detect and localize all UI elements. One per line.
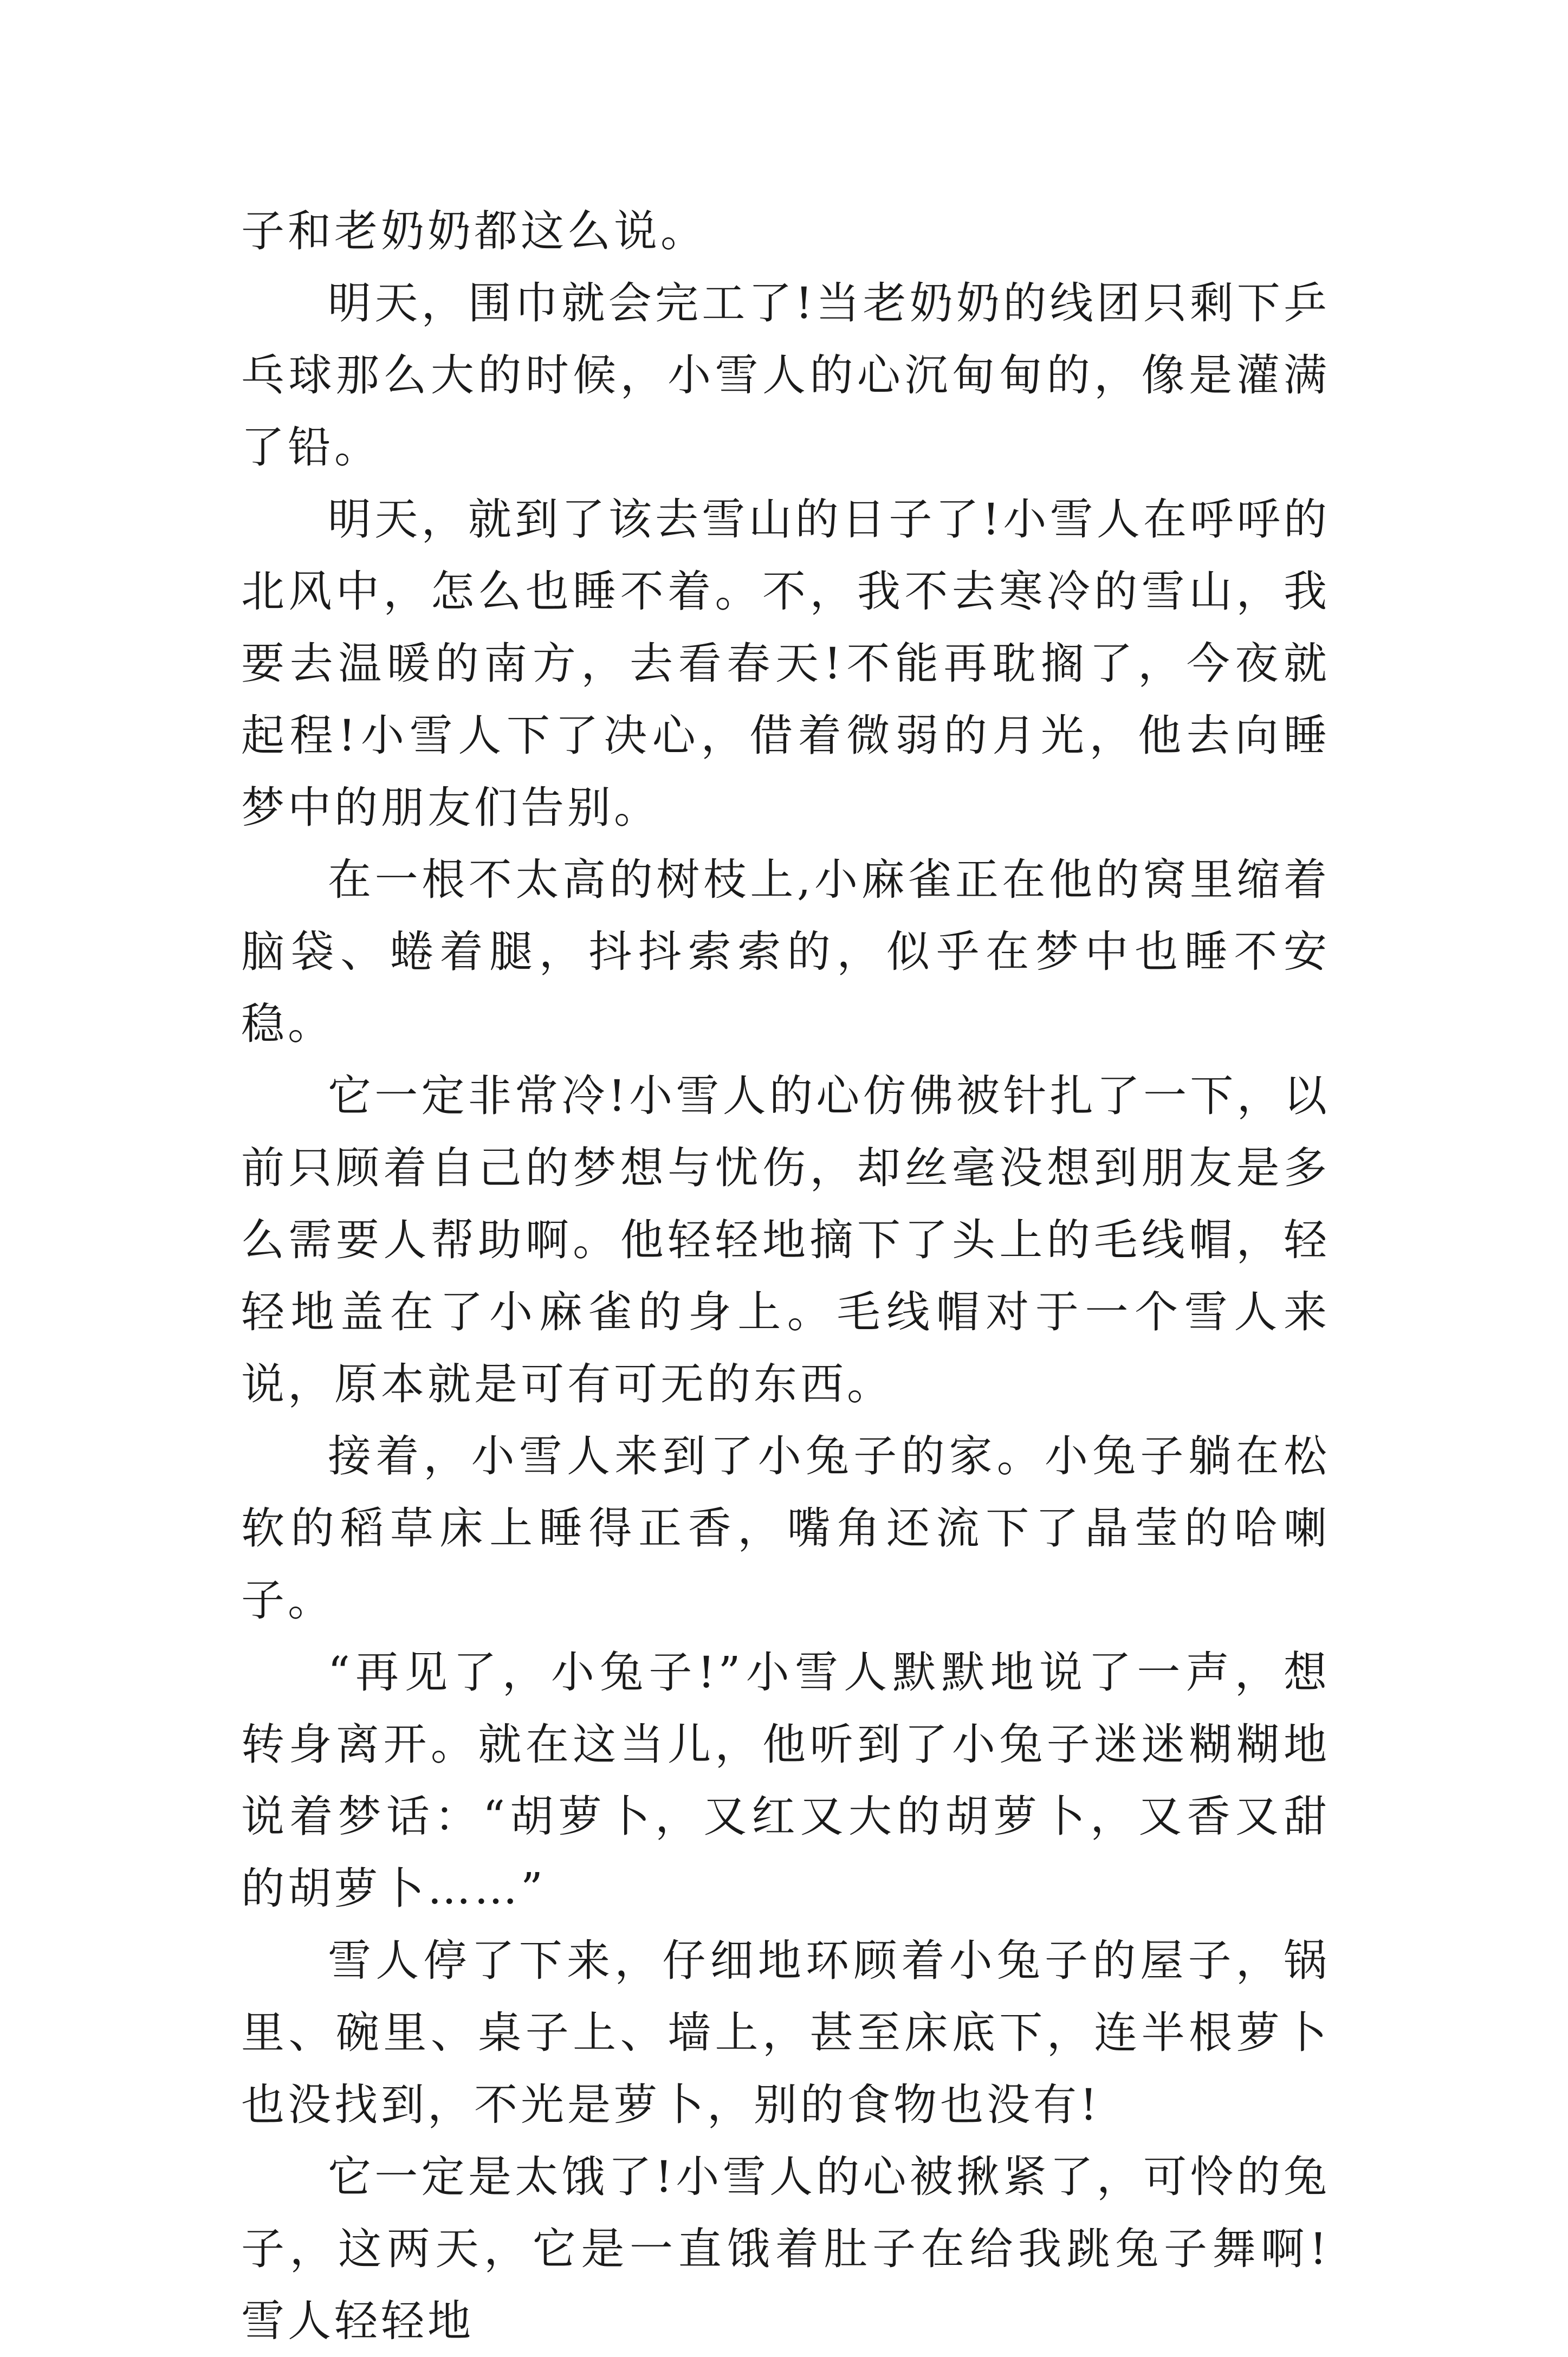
- paragraph-7: “再见了，小兔子!”小雪人默默地说了一声，想转身离开。就在这当儿，他听到了小兔子迷迷糊糊地说着梦话：“胡萝卜，又红又大的胡萝卜，又香又甜的胡萝卜……”: [241, 1647, 1330, 1914]
- paragraph-4: 在一根不太高的树枝上,小麻雀正在他的窝里缩着脑袋、蜷着腿，抖抖索索的，似乎在梦中也睡不安稳。: [241, 854, 1330, 1049]
- paragraph-5: 它一定非常冷!小雪人的心仿佛被针扎了一下，以前只顾着自己的梦想与忧伤，却丝毫没想到朋友是多么需要人帮助啊。他轻轻地摘下了头上的毛线帽，轻轻地盖在了小麻雀的身上。毛线帽对于一个雪人来说，原本就是可有可无的东西。: [241, 1071, 1330, 1409]
- paragraph-1: 子和老奶奶都这么说。: [241, 206, 707, 256]
- document-body: [241, 195, 1330, 2357]
- paragraph-6: 接着，小雪人来到了小兔子的家。小兔子躺在松软的稻草床上睡得正香，嘴角还流下了晶莹的哈喇子。: [241, 1431, 1330, 1626]
- paragraph-8: 雪人停了下来，仔细地环顾着小兔子的屋子，锅里、碗里、桌子上、墙上，甚至床底下，连半根萝卜也没找到，不光是萝卜，别的食物也没有!: [241, 1935, 1330, 2130]
- paragraph-3: 明天，就到了该去雪山的日子了!小雪人在呼呼的北风中，怎么也睡不着。不，我不去寒冷的雪山，我要去温暖的南方，去看春天!不能再耽搁了，今夜就起程!小雪人下了决心，借着微弱的月光，他去向睡梦中的朋友们告别。: [241, 494, 1330, 833]
- paragraph-9: 它一定是太饿了!小雪人的心被揪紧了，可怜的兔子，这两天，它是一直饿着肚子在给我跳兔子舞啊!雪人轻轻地: [241, 2152, 1330, 2346]
- paragraph-2: 明天，围巾就会完工了!当老奶奶的线团只剩下乒乓球那么大的时候，小雪人的心沉甸甸的，像是灌满了铅。: [241, 278, 1330, 472]
